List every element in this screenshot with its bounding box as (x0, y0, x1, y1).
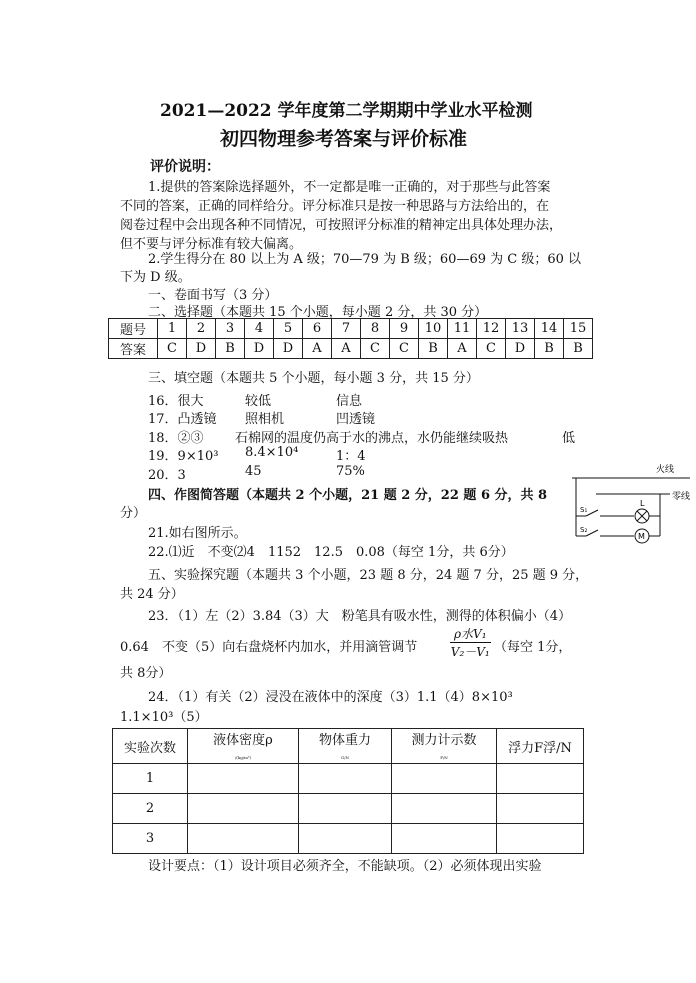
table-cell: 8 (361, 319, 390, 339)
table-cell: 3 (113, 824, 188, 854)
table-cell: 2 (113, 794, 188, 824)
answer-text: 20．3 (148, 468, 186, 483)
answer-text: 较低 (245, 394, 272, 409)
note-line: 但不要与评分标准有较大偏离。 (120, 237, 303, 252)
table-cell (299, 824, 392, 854)
answer-text: 19．9×10³ (148, 449, 219, 464)
table-cell: A (332, 339, 361, 359)
fire-wire-label: 火线 (656, 465, 675, 475)
note-line: 阅卷过程中会出现各种不同情况，可按照评分标准的精神定出具体处理办法， (120, 218, 563, 233)
answer-text: 24．（1）有关（2）浸没在液体中的深度（3）1.1（4）8×10³ (148, 690, 513, 705)
table-row (113, 824, 584, 854)
note-line: 2.学生得分在 80 以上为 A 级；70—79 为 B 级；60—69 为 C 级；60 以 (148, 252, 581, 267)
answer-text: 0.64 不变（5）向右盘烧杯内加水，并用滴管调节 (120, 640, 418, 655)
table-cell (188, 794, 299, 824)
table-cell: B (216, 339, 245, 359)
table-cell: 4 (245, 319, 274, 339)
table-cell (497, 764, 584, 794)
answer-text: 凹透镜 (336, 412, 376, 427)
density-formula (450, 625, 491, 660)
table-cell (392, 824, 497, 854)
lamp-label: L (640, 499, 645, 508)
table-cell: 7 (332, 319, 361, 339)
table-header: 实验次数 (113, 729, 188, 764)
table-cell: 2 (187, 319, 216, 339)
switch-s2 (586, 530, 598, 536)
answer-text: 1.1×10³（5） (120, 710, 208, 725)
table-cell: D (506, 339, 535, 359)
answer-text: 23．（1）左（2）3.84（3）大 粉笔具有吸水性，测得的体积偏小（4） (148, 609, 572, 624)
note-line: 1.提供的答案除选择题外，不一定都是唯一正确的，对于那些与此答案 (148, 180, 551, 195)
circuit-diagram (570, 460, 692, 556)
section-heading: 五、实验探究题（本题共 3 个小题，23 题 8 分，24 题 7 分，25 题 9 分， (148, 568, 589, 583)
motor-label: M (638, 532, 645, 541)
table-cell: C (390, 339, 419, 359)
table-cell (188, 764, 299, 794)
table-cell: 15 (564, 319, 593, 339)
table-cell: 14 (535, 319, 564, 339)
table-cell: A (303, 339, 332, 359)
answer-text: 18．②③ (148, 431, 204, 446)
table-cell: 10 (419, 319, 448, 339)
formula-denominator: V₂－V₁ (450, 645, 490, 659)
section-heading: 二、选择题（本题共 15 个小题，每小题 2 分，共 30 分） (148, 305, 488, 320)
table-cell: D (245, 339, 274, 359)
section-heading: 四、作图简答题（本题共 2 个小题，21 题 2 分，22 题 6 分，共 8 (148, 488, 548, 503)
answer-text: 照相机 (245, 412, 285, 427)
table-row (109, 339, 593, 359)
table-cell: D (187, 339, 216, 359)
answer-text: 低 (562, 431, 576, 446)
note-line: 不同的答案，正确的同样给分。评分标准只是按一种思路与方法给出的，在 (120, 199, 550, 214)
table-cell: 5 (274, 319, 303, 339)
answer-text: 1：4 (336, 449, 366, 464)
table-cell: 11 (448, 319, 477, 339)
table-cell: 12 (477, 319, 506, 339)
experiment-table (112, 728, 584, 854)
table-cell: 9 (390, 319, 419, 339)
answer-text: 16．很大 (148, 394, 204, 409)
table-cell: C (158, 339, 187, 359)
switch-s1 (586, 510, 598, 516)
table-cell: 1 (158, 319, 187, 339)
table-cell: 答案 (109, 339, 158, 359)
notes-heading: 评价说明： (150, 159, 220, 175)
table-cell (392, 764, 497, 794)
table-header: 液体密度ρ /(kg/m³) (188, 729, 299, 764)
table-cell: 13 (506, 319, 535, 339)
choice-answer-table (108, 318, 593, 359)
section-heading: 共 24 分） (120, 587, 184, 602)
section-heading: 分） (120, 506, 147, 521)
table-cell: B (535, 339, 564, 359)
doc-subtitle: 初四物理参考答案与评价标准 (220, 128, 468, 150)
answer-text: 设计要点：（1）设计项目必须齐全，不能缺项。（2）必须体现出实验 (148, 859, 542, 874)
answer-text: 75% (336, 464, 365, 479)
answer-text: 22.⑴近 不变⑵4 1152 12.5 0.08（每空 1分，共 6分） (148, 545, 514, 560)
table-row (113, 794, 584, 824)
answer-text: 共 8分） (120, 666, 172, 681)
table-cell: 题号 (109, 319, 158, 339)
table-header-row (113, 729, 584, 764)
zero-wire-label: 零线 (672, 492, 691, 502)
exam-title: 2021—2022 学年度第二学期期中学业水平检测 (160, 101, 533, 121)
table-cell: A (448, 339, 477, 359)
answer-text: 45 (245, 464, 262, 479)
table-cell (299, 764, 392, 794)
answer-text: 石棉网的温度仍高于水的沸点，水仍能继续吸热 (235, 431, 509, 446)
answer-text: （每空 1分， (494, 640, 572, 655)
note-line: 下为 D 级。 (120, 270, 191, 285)
table-cell (497, 794, 584, 824)
table-cell (188, 824, 299, 854)
switch-s1-label: S₁ (580, 506, 588, 514)
switch-s2-label: S₂ (580, 526, 588, 534)
answer-text: 21.如右图所示。 (148, 526, 247, 541)
table-cell: C (477, 339, 506, 359)
section-heading: 一、卷面书写（3 分） (148, 288, 278, 303)
table-row (113, 764, 584, 794)
table-cell: B (564, 339, 593, 359)
table-cell: 3 (216, 319, 245, 339)
table-cell (299, 794, 392, 824)
section-heading: 三、填空题（本题共 5 个小题，每小题 3 分，共 15 分） (148, 371, 479, 386)
table-row (109, 319, 593, 339)
table-cell: B (419, 339, 448, 359)
answer-text: 8.4×10⁴ (245, 445, 299, 460)
table-header: 测力计示数 F/N (392, 729, 497, 764)
table-cell (392, 794, 497, 824)
answer-text: 信息 (336, 394, 363, 409)
formula-numerator: ρ水V₁ (450, 625, 491, 643)
table-cell: 6 (303, 319, 332, 339)
table-cell (497, 824, 584, 854)
answer-text: 17．凸透镜 (148, 412, 217, 427)
table-header: 浮力F浮/N (497, 729, 584, 764)
table-cell: C (361, 339, 390, 359)
table-header: 物体重力 G/N (299, 729, 392, 764)
table-cell: 1 (113, 764, 188, 794)
table-cell: D (274, 339, 303, 359)
